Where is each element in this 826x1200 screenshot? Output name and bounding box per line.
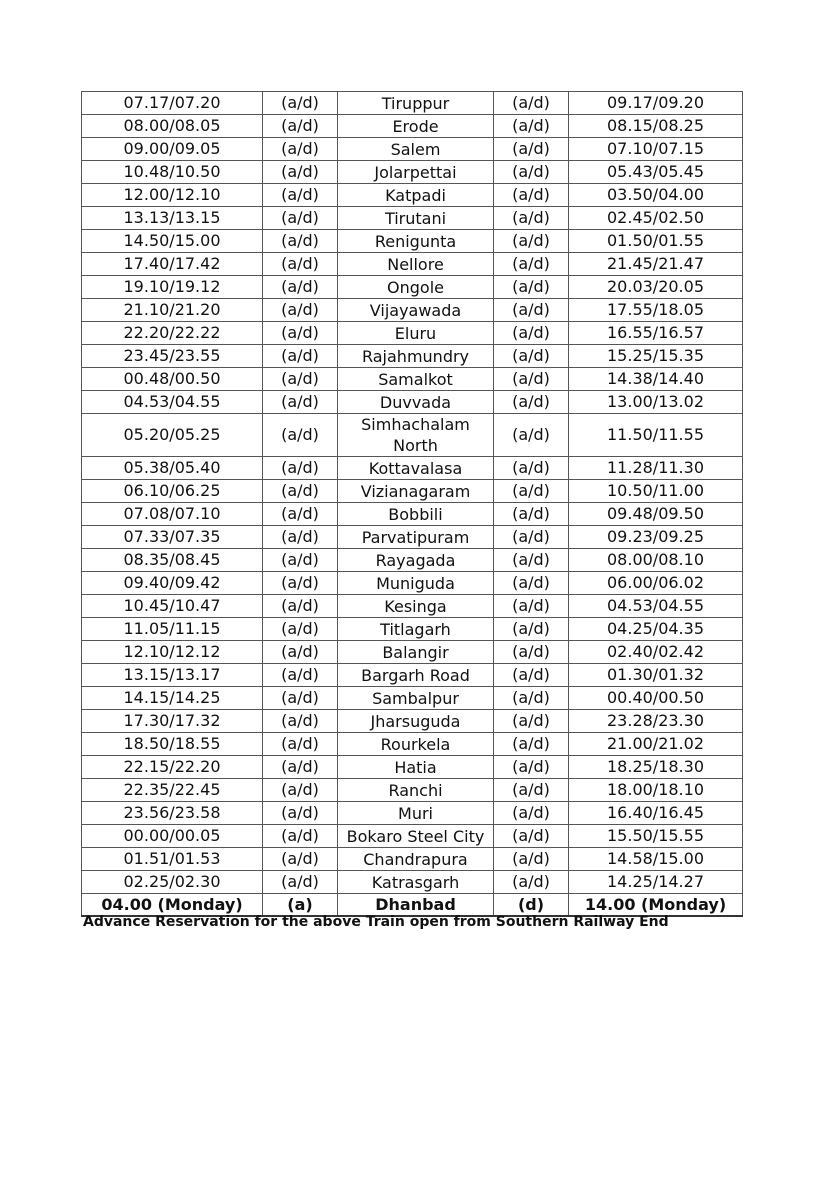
final-departure-time-cell: 04.00 (Monday) <box>82 894 263 917</box>
return-time-cell: 03.50/04.00 <box>569 184 743 207</box>
return-time-cell: 10.50/11.00 <box>569 480 743 503</box>
timetable-row <box>82 230 743 253</box>
arrival-departure-code-cell: (a/d) <box>263 92 338 115</box>
arrival-departure-code-cell: (a/d) <box>263 115 338 138</box>
return-time-cell: 01.30/01.32 <box>569 664 743 687</box>
arrival-departure-code-cell: (a/d) <box>494 391 569 414</box>
departure-time-cell: 22.15/22.20 <box>82 756 263 779</box>
departure-time-cell: 05.20/05.25 <box>82 414 263 457</box>
arrival-departure-code-cell: (a/d) <box>494 802 569 825</box>
departure-time-cell: 12.00/12.10 <box>82 184 263 207</box>
arrival-departure-code-cell: (a/d) <box>263 299 338 322</box>
timetable-final-row <box>82 894 743 917</box>
arrival-departure-code-cell: (a/d) <box>263 184 338 207</box>
station-name-cell: Bokaro Steel City <box>338 825 494 848</box>
timetable-row <box>82 253 743 276</box>
station-name-cell: Rourkela <box>338 733 494 756</box>
arrival-departure-code-cell: (a/d) <box>494 687 569 710</box>
return-time-cell: 01.50/01.55 <box>569 230 743 253</box>
departure-time-cell: 07.08/07.10 <box>82 503 263 526</box>
return-time-cell: 16.40/16.45 <box>569 802 743 825</box>
return-time-cell: 07.10/07.15 <box>569 138 743 161</box>
arrival-departure-code-cell: (a/d) <box>494 230 569 253</box>
station-name-cell: Ranchi <box>338 779 494 802</box>
arrival-departure-code-cell: (a/d) <box>494 276 569 299</box>
arrival-departure-code-cell: (a/d) <box>494 92 569 115</box>
arrival-departure-code-cell: (a/d) <box>494 572 569 595</box>
departure-time-cell: 01.51/01.53 <box>82 848 263 871</box>
departure-time-cell: 17.30/17.32 <box>82 710 263 733</box>
arrival-departure-code-cell: (a/d) <box>494 710 569 733</box>
return-time-cell: 09.48/09.50 <box>569 503 743 526</box>
arrival-departure-code-cell: (a/d) <box>494 595 569 618</box>
departure-time-cell: 17.40/17.42 <box>82 253 263 276</box>
arrival-departure-code-cell: (a/d) <box>263 368 338 391</box>
arrival-departure-code-cell: (a/d) <box>263 871 338 894</box>
timetable-row <box>82 526 743 549</box>
return-time-cell: 11.50/11.55 <box>569 414 743 457</box>
arrival-departure-code-cell: (a/d) <box>263 253 338 276</box>
timetable-row <box>82 480 743 503</box>
return-time-cell: 04.53/04.55 <box>569 595 743 618</box>
station-name-cell: Rajahmundry <box>338 345 494 368</box>
timetable-row <box>82 503 743 526</box>
arrival-departure-code-cell: (a/d) <box>494 161 569 184</box>
arrival-departure-code-cell: (a/d) <box>263 664 338 687</box>
station-name-cell: Kottavalasa <box>338 457 494 480</box>
arrival-departure-code-cell: (a/d) <box>263 756 338 779</box>
return-time-cell: 11.28/11.30 <box>569 457 743 480</box>
arrival-departure-code-cell: (a/d) <box>263 207 338 230</box>
timetable-row <box>82 756 743 779</box>
arrival-departure-code-cell: (a/d) <box>263 526 338 549</box>
departure-time-cell: 04.53/04.55 <box>82 391 263 414</box>
station-name-cell: Muri <box>338 802 494 825</box>
arrival-departure-code-cell: (a/d) <box>263 503 338 526</box>
return-time-cell: 13.00/13.02 <box>569 391 743 414</box>
final-arrival-departure-code-cell: (d) <box>494 894 569 917</box>
return-time-cell: 21.00/21.02 <box>569 733 743 756</box>
arrival-departure-code-cell: (a/d) <box>263 138 338 161</box>
arrival-departure-code-cell: (a/d) <box>494 549 569 572</box>
return-time-cell: 08.15/08.25 <box>569 115 743 138</box>
arrival-departure-code-cell: (a/d) <box>263 414 338 457</box>
timetable-row <box>82 618 743 641</box>
departure-time-cell: 10.45/10.47 <box>82 595 263 618</box>
arrival-departure-code-cell: (a/d) <box>494 457 569 480</box>
arrival-departure-code-cell: (a/d) <box>263 322 338 345</box>
station-name-cell: Sambalpur <box>338 687 494 710</box>
return-time-cell: 17.55/18.05 <box>569 299 743 322</box>
station-name-cell: Simhachalam North <box>338 414 494 457</box>
timetable-row <box>82 871 743 894</box>
arrival-departure-code-cell: (a/d) <box>494 184 569 207</box>
station-name-cell: Jharsuguda <box>338 710 494 733</box>
timetable-row <box>82 802 743 825</box>
arrival-departure-code-cell: (a/d) <box>494 115 569 138</box>
return-time-cell: 18.00/18.10 <box>569 779 743 802</box>
final-return-time-cell: 14.00 (Monday) <box>569 894 743 917</box>
timetable-row <box>82 207 743 230</box>
departure-time-cell: 14.50/15.00 <box>82 230 263 253</box>
arrival-departure-code-cell: (a/d) <box>494 848 569 871</box>
return-time-cell: 14.38/14.40 <box>569 368 743 391</box>
departure-time-cell: 18.50/18.55 <box>82 733 263 756</box>
return-time-cell: 14.58/15.00 <box>569 848 743 871</box>
station-name-cell: Jolarpettai <box>338 161 494 184</box>
return-time-cell: 09.17/09.20 <box>569 92 743 115</box>
departure-time-cell: 11.05/11.15 <box>82 618 263 641</box>
timetable-row <box>82 276 743 299</box>
arrival-departure-code-cell: (a/d) <box>263 345 338 368</box>
arrival-departure-code-cell: (a/d) <box>494 138 569 161</box>
timetable-row <box>82 184 743 207</box>
return-time-cell: 16.55/16.57 <box>569 322 743 345</box>
return-time-cell: 23.28/23.30 <box>569 710 743 733</box>
timetable-row <box>82 710 743 733</box>
return-time-cell: 18.25/18.30 <box>569 756 743 779</box>
station-name-cell: Ongole <box>338 276 494 299</box>
timetable-row <box>82 161 743 184</box>
station-name-cell: Chandrapura <box>338 848 494 871</box>
arrival-departure-code-cell: (a/d) <box>263 161 338 184</box>
departure-time-cell: 21.10/21.20 <box>82 299 263 322</box>
departure-time-cell: 23.56/23.58 <box>82 802 263 825</box>
departure-time-cell: 02.25/02.30 <box>82 871 263 894</box>
return-time-cell: 15.50/15.55 <box>569 825 743 848</box>
arrival-departure-code-cell: (a/d) <box>494 664 569 687</box>
station-name-cell: Kesinga <box>338 595 494 618</box>
return-time-cell: 20.03/20.05 <box>569 276 743 299</box>
arrival-departure-code-cell: (a/d) <box>263 848 338 871</box>
station-name-cell: Parvatipuram <box>338 526 494 549</box>
arrival-departure-code-cell: (a/d) <box>494 480 569 503</box>
departure-time-cell: 08.00/08.05 <box>82 115 263 138</box>
station-name-cell: Rayagada <box>338 549 494 572</box>
final-arrival-departure-code-cell: (a) <box>263 894 338 917</box>
station-name-cell: Muniguda <box>338 572 494 595</box>
station-name-cell: Katpadi <box>338 184 494 207</box>
arrival-departure-code-cell: (a/d) <box>263 595 338 618</box>
arrival-departure-code-cell: (a/d) <box>263 276 338 299</box>
station-name-cell: Balangir <box>338 641 494 664</box>
departure-time-cell: 12.10/12.12 <box>82 641 263 664</box>
arrival-departure-code-cell: (a/d) <box>263 825 338 848</box>
arrival-departure-code-cell: (a/d) <box>263 710 338 733</box>
timetable-row <box>82 345 743 368</box>
arrival-departure-code-cell: (a/d) <box>263 549 338 572</box>
departure-time-cell: 13.15/13.17 <box>82 664 263 687</box>
station-name-cell: Hatia <box>338 756 494 779</box>
departure-time-cell: 00.48/00.50 <box>82 368 263 391</box>
departure-time-cell: 23.45/23.55 <box>82 345 263 368</box>
departure-time-cell: 14.15/14.25 <box>82 687 263 710</box>
station-name-cell: Erode <box>338 115 494 138</box>
timetable-body <box>82 92 743 917</box>
reservation-footnote: Advance Reservation for the above Train open from Southern Railway End <box>83 914 669 930</box>
arrival-departure-code-cell: (a/d) <box>263 572 338 595</box>
timetable-row <box>82 664 743 687</box>
arrival-departure-code-cell: (a/d) <box>263 802 338 825</box>
departure-time-cell: 09.40/09.42 <box>82 572 263 595</box>
return-time-cell: 15.25/15.35 <box>569 345 743 368</box>
departure-time-cell: 00.00/00.05 <box>82 825 263 848</box>
timetable-row <box>82 848 743 871</box>
arrival-departure-code-cell: (a/d) <box>263 779 338 802</box>
arrival-departure-code-cell: (a/d) <box>494 503 569 526</box>
timetable-row <box>82 572 743 595</box>
station-name-cell: Duvvada <box>338 391 494 414</box>
station-name-cell: Vizianagaram <box>338 480 494 503</box>
arrival-departure-code-cell: (a/d) <box>263 641 338 664</box>
return-time-cell: 21.45/21.47 <box>569 253 743 276</box>
arrival-departure-code-cell: (a/d) <box>494 322 569 345</box>
departure-time-cell: 08.35/08.45 <box>82 549 263 572</box>
departure-time-cell: 13.13/13.15 <box>82 207 263 230</box>
departure-time-cell: 19.10/19.12 <box>82 276 263 299</box>
station-name-cell: Bobbili <box>338 503 494 526</box>
timetable-row <box>82 92 743 115</box>
return-time-cell: 09.23/09.25 <box>569 526 743 549</box>
station-name-cell: Bargarh Road <box>338 664 494 687</box>
arrival-departure-code-cell: (a/d) <box>494 618 569 641</box>
return-time-cell: 00.40/00.50 <box>569 687 743 710</box>
departure-time-cell: 05.38/05.40 <box>82 457 263 480</box>
departure-time-cell: 10.48/10.50 <box>82 161 263 184</box>
station-name-cell: Tirutani <box>338 207 494 230</box>
arrival-departure-code-cell: (a/d) <box>263 618 338 641</box>
station-name-cell: Renigunta <box>338 230 494 253</box>
arrival-departure-code-cell: (a/d) <box>263 230 338 253</box>
timetable <box>81 91 743 917</box>
timetable-row <box>82 138 743 161</box>
arrival-departure-code-cell: (a/d) <box>263 733 338 756</box>
station-name-cell: Tiruppur <box>338 92 494 115</box>
return-time-cell: 06.00/06.02 <box>569 572 743 595</box>
timetable-row <box>82 322 743 345</box>
departure-time-cell: 09.00/09.05 <box>82 138 263 161</box>
timetable-row <box>82 391 743 414</box>
timetable-row <box>82 595 743 618</box>
timetable-row <box>82 733 743 756</box>
return-time-cell: 02.45/02.50 <box>569 207 743 230</box>
return-time-cell: 02.40/02.42 <box>569 641 743 664</box>
arrival-departure-code-cell: (a/d) <box>494 756 569 779</box>
arrival-departure-code-cell: (a/d) <box>263 391 338 414</box>
arrival-departure-code-cell: (a/d) <box>494 779 569 802</box>
station-name-cell: Salem <box>338 138 494 161</box>
timetable-row <box>82 414 743 457</box>
final-station-name-cell: Dhanbad <box>338 894 494 917</box>
departure-time-cell: 06.10/06.25 <box>82 480 263 503</box>
departure-time-cell: 07.33/07.35 <box>82 526 263 549</box>
station-name-cell: Nellore <box>338 253 494 276</box>
return-time-cell: 05.43/05.45 <box>569 161 743 184</box>
departure-time-cell: 07.17/07.20 <box>82 92 263 115</box>
station-name-cell: Samalkot <box>338 368 494 391</box>
station-name-cell: Titlagarh <box>338 618 494 641</box>
arrival-departure-code-cell: (a/d) <box>494 825 569 848</box>
timetable-row <box>82 641 743 664</box>
arrival-departure-code-cell: (a/d) <box>494 733 569 756</box>
timetable-row <box>82 825 743 848</box>
timetable-row <box>82 299 743 322</box>
arrival-departure-code-cell: (a/d) <box>494 299 569 322</box>
arrival-departure-code-cell: (a/d) <box>263 457 338 480</box>
arrival-departure-code-cell: (a/d) <box>494 253 569 276</box>
departure-time-cell: 22.35/22.45 <box>82 779 263 802</box>
timetable-row <box>82 549 743 572</box>
departure-time-cell: 22.20/22.22 <box>82 322 263 345</box>
timetable-row <box>82 687 743 710</box>
station-name-cell: Katrasgarh <box>338 871 494 894</box>
timetable-row <box>82 457 743 480</box>
arrival-departure-code-cell: (a/d) <box>263 480 338 503</box>
return-time-cell: 08.00/08.10 <box>569 549 743 572</box>
arrival-departure-code-cell: (a/d) <box>263 687 338 710</box>
return-time-cell: 04.25/04.35 <box>569 618 743 641</box>
arrival-departure-code-cell: (a/d) <box>494 345 569 368</box>
arrival-departure-code-cell: (a/d) <box>494 207 569 230</box>
timetable-row <box>82 779 743 802</box>
arrival-departure-code-cell: (a/d) <box>494 414 569 457</box>
station-name-cell: Vijayawada <box>338 299 494 322</box>
timetable-row <box>82 368 743 391</box>
return-time-cell: 14.25/14.27 <box>569 871 743 894</box>
arrival-departure-code-cell: (a/d) <box>494 871 569 894</box>
arrival-departure-code-cell: (a/d) <box>494 368 569 391</box>
timetable-row <box>82 115 743 138</box>
arrival-departure-code-cell: (a/d) <box>494 526 569 549</box>
station-name-cell: Eluru <box>338 322 494 345</box>
arrival-departure-code-cell: (a/d) <box>494 641 569 664</box>
